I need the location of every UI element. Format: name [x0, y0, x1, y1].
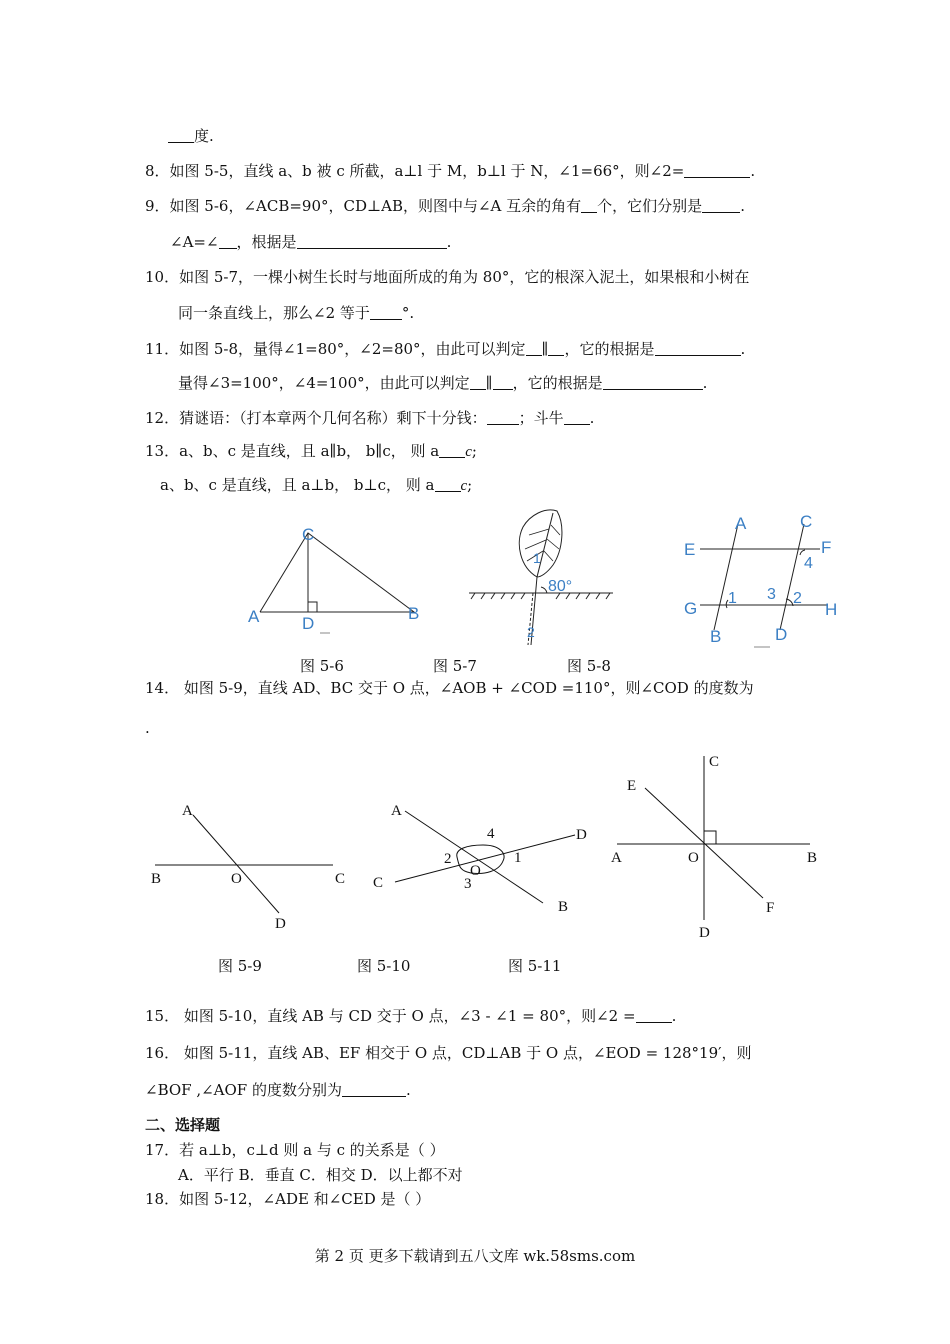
figure-5-9 [145, 795, 360, 935]
question-13-line2: a、b、c 是直线，且 a⊥b， b⊥c， 则 a c; [160, 476, 473, 494]
question-9-line1: 9．如图 5-6，∠ACB=90°，CD⊥AB，则图中与∠A 互余的角有 个，它们分别是 . [145, 197, 745, 215]
figure-5-10 [365, 795, 600, 925]
fig59-label-C: C [335, 871, 346, 887]
fig510-label-3: 3 [464, 876, 472, 892]
question-11-line2: 量得∠3=100°，∠4=100°，由此可以判定 ∥ ，它的根据是 . [178, 374, 708, 392]
fig511-label-C: C [709, 754, 720, 770]
fig58-label-H: H [825, 600, 838, 619]
question-12: 12．猜谜语：（打本章两个几何名称）剩下十分钱： ；斗牛 . [145, 409, 595, 427]
fig56-label-D: D [302, 614, 315, 633]
fig58-label-A: A [735, 514, 747, 533]
fig510-label-B: B [558, 899, 569, 915]
fig58-label-C: C [800, 512, 813, 531]
fig58-label-F: F [821, 538, 832, 557]
fig511-label-D: D [699, 925, 710, 941]
question-14: 14． 如图 5-9，直线 AD、BC 交于 O 点，∠AOB + ∠COD =110°，则∠COD 的度数为 [145, 679, 754, 697]
fig510-label-O: O [470, 863, 481, 879]
question-11-line1: 11．如图 5-8，量得∠1=80°，∠2=80°，由此可以判定 ∥ ，它的根据是 . [145, 340, 746, 358]
caption-fig-5-10: 图 5-10 [357, 957, 411, 975]
fig57-label-2: 2 [527, 624, 535, 640]
caption-fig-5-7: 图 5-7 [433, 657, 477, 675]
figure-5-8 [680, 510, 840, 650]
question-15: 15． 如图 5-10，直线 AB 与 CD 交于 O 点，∠3 - ∠1 = 80°，则∠2 = . [145, 1007, 677, 1025]
fig58-label-3: 3 [767, 586, 776, 603]
question-16-line1: 16． 如图 5-11，直线 AB、EF 相交于 O 点，CD⊥AB 于 O 点，∠EOD = 128°19′，则 [145, 1044, 752, 1062]
fig58-label-B: B [710, 627, 722, 646]
page-footer: 第 2 页 更多下载请到五八文库 wk.58sms.com [314, 1247, 636, 1265]
fig510-label-D: D [576, 827, 587, 843]
fig59-label-O: O [231, 871, 242, 887]
fig58-label-1: 1 [728, 590, 737, 607]
fig510-label-C: C [373, 875, 384, 891]
question-17-options: A．平行 B．垂直 C．相交 D．以上都不对 [178, 1166, 463, 1184]
question-9-line2: ∠A=∠ ，根据是 . [170, 233, 452, 251]
fig56-label-B: B [408, 604, 420, 623]
fig510-label-1: 1 [514, 850, 522, 866]
caption-fig-5-8: 图 5-8 [567, 657, 611, 675]
figure-5-7 [465, 505, 620, 650]
question-16-line2: ∠BOF ,∠AOF 的度数分别为 . [145, 1081, 411, 1099]
fig59-label-A: A [182, 803, 193, 819]
fig510-label-4: 4 [487, 826, 495, 842]
fig58-label-2: 2 [793, 590, 802, 607]
fig58-label-E: E [684, 540, 696, 559]
line-degree: 度. [168, 126, 214, 146]
figure-5-6 [240, 520, 440, 640]
fig511-label-F: F [766, 900, 775, 916]
caption-fig-5-9: 图 5-9 [218, 957, 262, 975]
fig56-label-A: A [248, 607, 260, 626]
question-14-period: . [145, 719, 150, 737]
fig59-label-D: D [275, 916, 286, 932]
fig511-label-A: A [611, 850, 622, 866]
question-10-line2: 同一条直线上，那么∠2 等于 °. [178, 304, 415, 322]
fig56-label-C: C [302, 525, 315, 544]
caption-fig-5-6: 图 5-6 [300, 657, 344, 675]
question-8: 8．如图 5-5，直线 a、b 被 c 所截，a⊥l 于 M，b⊥l 于 N，∠1=66°，则∠2= . [145, 162, 756, 180]
figure-5-11 [605, 750, 830, 945]
fig58-label-D: D [775, 625, 788, 644]
fig58-label-4: 4 [804, 555, 813, 572]
fig510-label-A: A [391, 803, 402, 819]
fig59-label-B: B [151, 871, 162, 887]
caption-fig-5-11: 图 5-11 [508, 957, 562, 975]
fig511-label-B: B [807, 850, 818, 866]
question-18: 18．如图 5-12，∠ADE 和∠CED 是（ ） [145, 1190, 431, 1208]
question-17: 17．若 a⊥b，c⊥d 则 a 与 c 的关系是（ ） [145, 1141, 445, 1159]
fig57-label-80: 80° [548, 578, 573, 595]
fig58-label-G: G [684, 599, 698, 618]
fig511-label-E: E [627, 778, 637, 794]
fig510-label-2: 2 [444, 851, 452, 867]
fig511-label-O: O [688, 850, 699, 866]
question-10-line1: 10．如图 5-7，一棵小树生长时与地面所成的角为 80°，它的根深入泥土，如果根和小树在 [145, 268, 750, 286]
fig57-label-1: 1 [533, 550, 541, 566]
question-13-line1: 13．a、b、c 是直线，且 a∥b， b∥c， 则 a c; [145, 442, 477, 460]
section-heading-choice: 二、选择题 [145, 1116, 221, 1134]
